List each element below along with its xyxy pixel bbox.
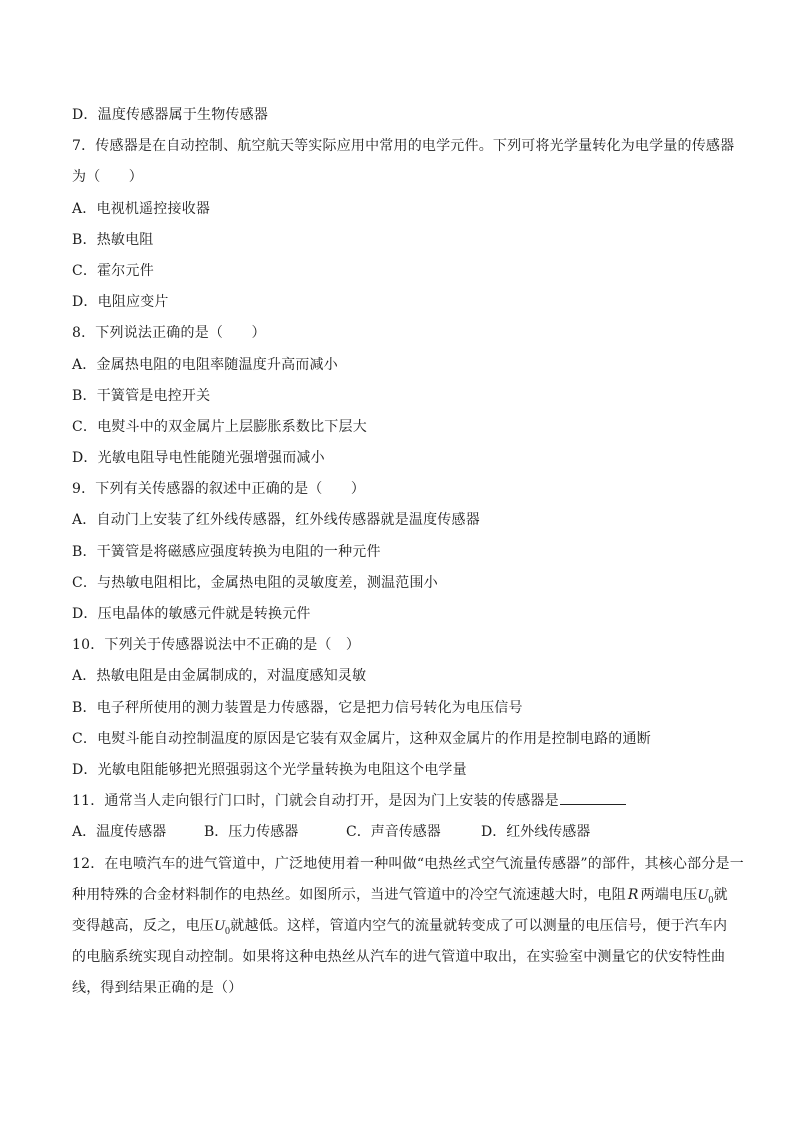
q11-option-a: A．温度传感器	[72, 824, 167, 841]
q12-line-3-part-b: 就越低。这样，管道内空气的流量就转变成了可以测量的电压信号，便于汽车内	[230, 917, 728, 934]
q8-stem: 8．下列说法正确的是（ ）	[72, 325, 266, 342]
resistor-symbol: R	[627, 886, 639, 903]
q11-options	[72, 817, 732, 848]
q7-stem-line1: 7．传感器是在自动控制、航空航天等实际应用中常用的电学元件。下列可将光学量转化为电学量的传感器	[72, 138, 735, 155]
voltage-symbol-2-subscript: 0	[225, 925, 231, 937]
q12-stem	[72, 849, 744, 1005]
q7-option-a: A．电视机遥控接收器	[72, 200, 211, 217]
q12-line-2-part-c: 就	[713, 886, 728, 903]
q12-line-4: 的电脑系统实现自动控制。如果将这种电热丝从汽车的进气管道中取出，在实验室中测量它的伏安特性曲	[72, 949, 726, 966]
q8-option-b: B．干簧管是电控开关	[72, 387, 211, 404]
q12-line-2-part-b: 两端电压	[640, 886, 698, 903]
q8-option-a: A．金属热电阻的电阻率随温度升高而减小	[72, 356, 338, 373]
answer-blank	[560, 790, 626, 805]
q10-option-b: B．电子秤所使用的测力装置是力传感器，它是把力信号转化为电压信号	[72, 699, 523, 716]
voltage-symbol-2	[214, 917, 231, 937]
q8-option-c: C．电熨斗中的双金属片上层膨胀系数比下层大	[72, 418, 367, 435]
q8-option-d: D．光敏电阻导电性能随光强增强而减小	[72, 450, 325, 467]
q12-line-2	[72, 880, 732, 911]
voltage-symbol-letter: U	[697, 886, 709, 903]
q10-option-a: A．热敏电阻是由金属制成的，对温度感知灵敏	[72, 668, 367, 685]
question-list	[72, 100, 744, 1004]
q7-option-d: D．电阻应变片	[72, 294, 169, 311]
voltage-symbol-subscript: 0	[708, 894, 714, 906]
q11-option-d: D．红外线传感器	[481, 824, 591, 841]
q7-option-b: B．热敏电阻	[72, 231, 154, 248]
q10-option-d: D．光敏电阻能够把光照强弱这个光学量转换为电阻这个电学量	[72, 761, 467, 778]
voltage-symbol	[697, 886, 714, 906]
q11-option-b: B．压力传感器	[204, 824, 299, 841]
q10-option-c: C．电熨斗能自动控制温度的原因是它装有双金属片，这种双金属片的作用是控制电路的通断	[72, 730, 651, 747]
q9-option-b: B．干簧管是将磁感应强度转换为电阻的一种元件	[72, 543, 381, 560]
q12-line-3	[72, 911, 732, 942]
q12-line-1: 12．在电喷汽车的进气管道中，广泛地使用着一种叫做“电热丝式空气流量传感器”的部件，其核心部分是一	[72, 855, 744, 872]
q9-option-d: D．压电晶体的敏感元件就是转换元件	[72, 606, 311, 622]
q12-line-2-part-a: 种用特殊的合金材料制作的电热丝。如图所示，当进气管道中的冷空气流速越大时，电阻	[72, 886, 626, 903]
voltage-symbol-2-letter: U	[214, 917, 226, 934]
q10-stem: 10．下列关于传感器说法中不正确的是（ ）	[72, 637, 361, 654]
q12-line-3-part-a: 变得越高，反之，电压	[72, 917, 214, 934]
q9-stem: 9．下列有关传感器的叙述中正确的是（ ）	[72, 481, 366, 498]
q11-option-c: C．声音传感器	[346, 824, 441, 841]
q12-line-5: 线，得到结果正确的是（）	[72, 980, 243, 997]
q7-stem-line2: 为（ ）	[72, 169, 143, 186]
q11-stem-text: 11．通常当人走向银行门口时，门就会自动打开，是因为门上安装的传感器是	[72, 793, 559, 810]
q9-option-c: C．与热敏电阻相比，金属热电阻的灵敏度差，测温范围小	[72, 574, 438, 591]
q11-stem	[72, 786, 732, 817]
q7-option-c: C．霍尔元件	[72, 262, 154, 279]
q9-option-a: A．自动门上安装了红外线传感器，红外线传感器就是温度传感器	[72, 512, 480, 529]
q6-option-d: D．温度传感器属于生物传感器	[72, 107, 269, 123]
